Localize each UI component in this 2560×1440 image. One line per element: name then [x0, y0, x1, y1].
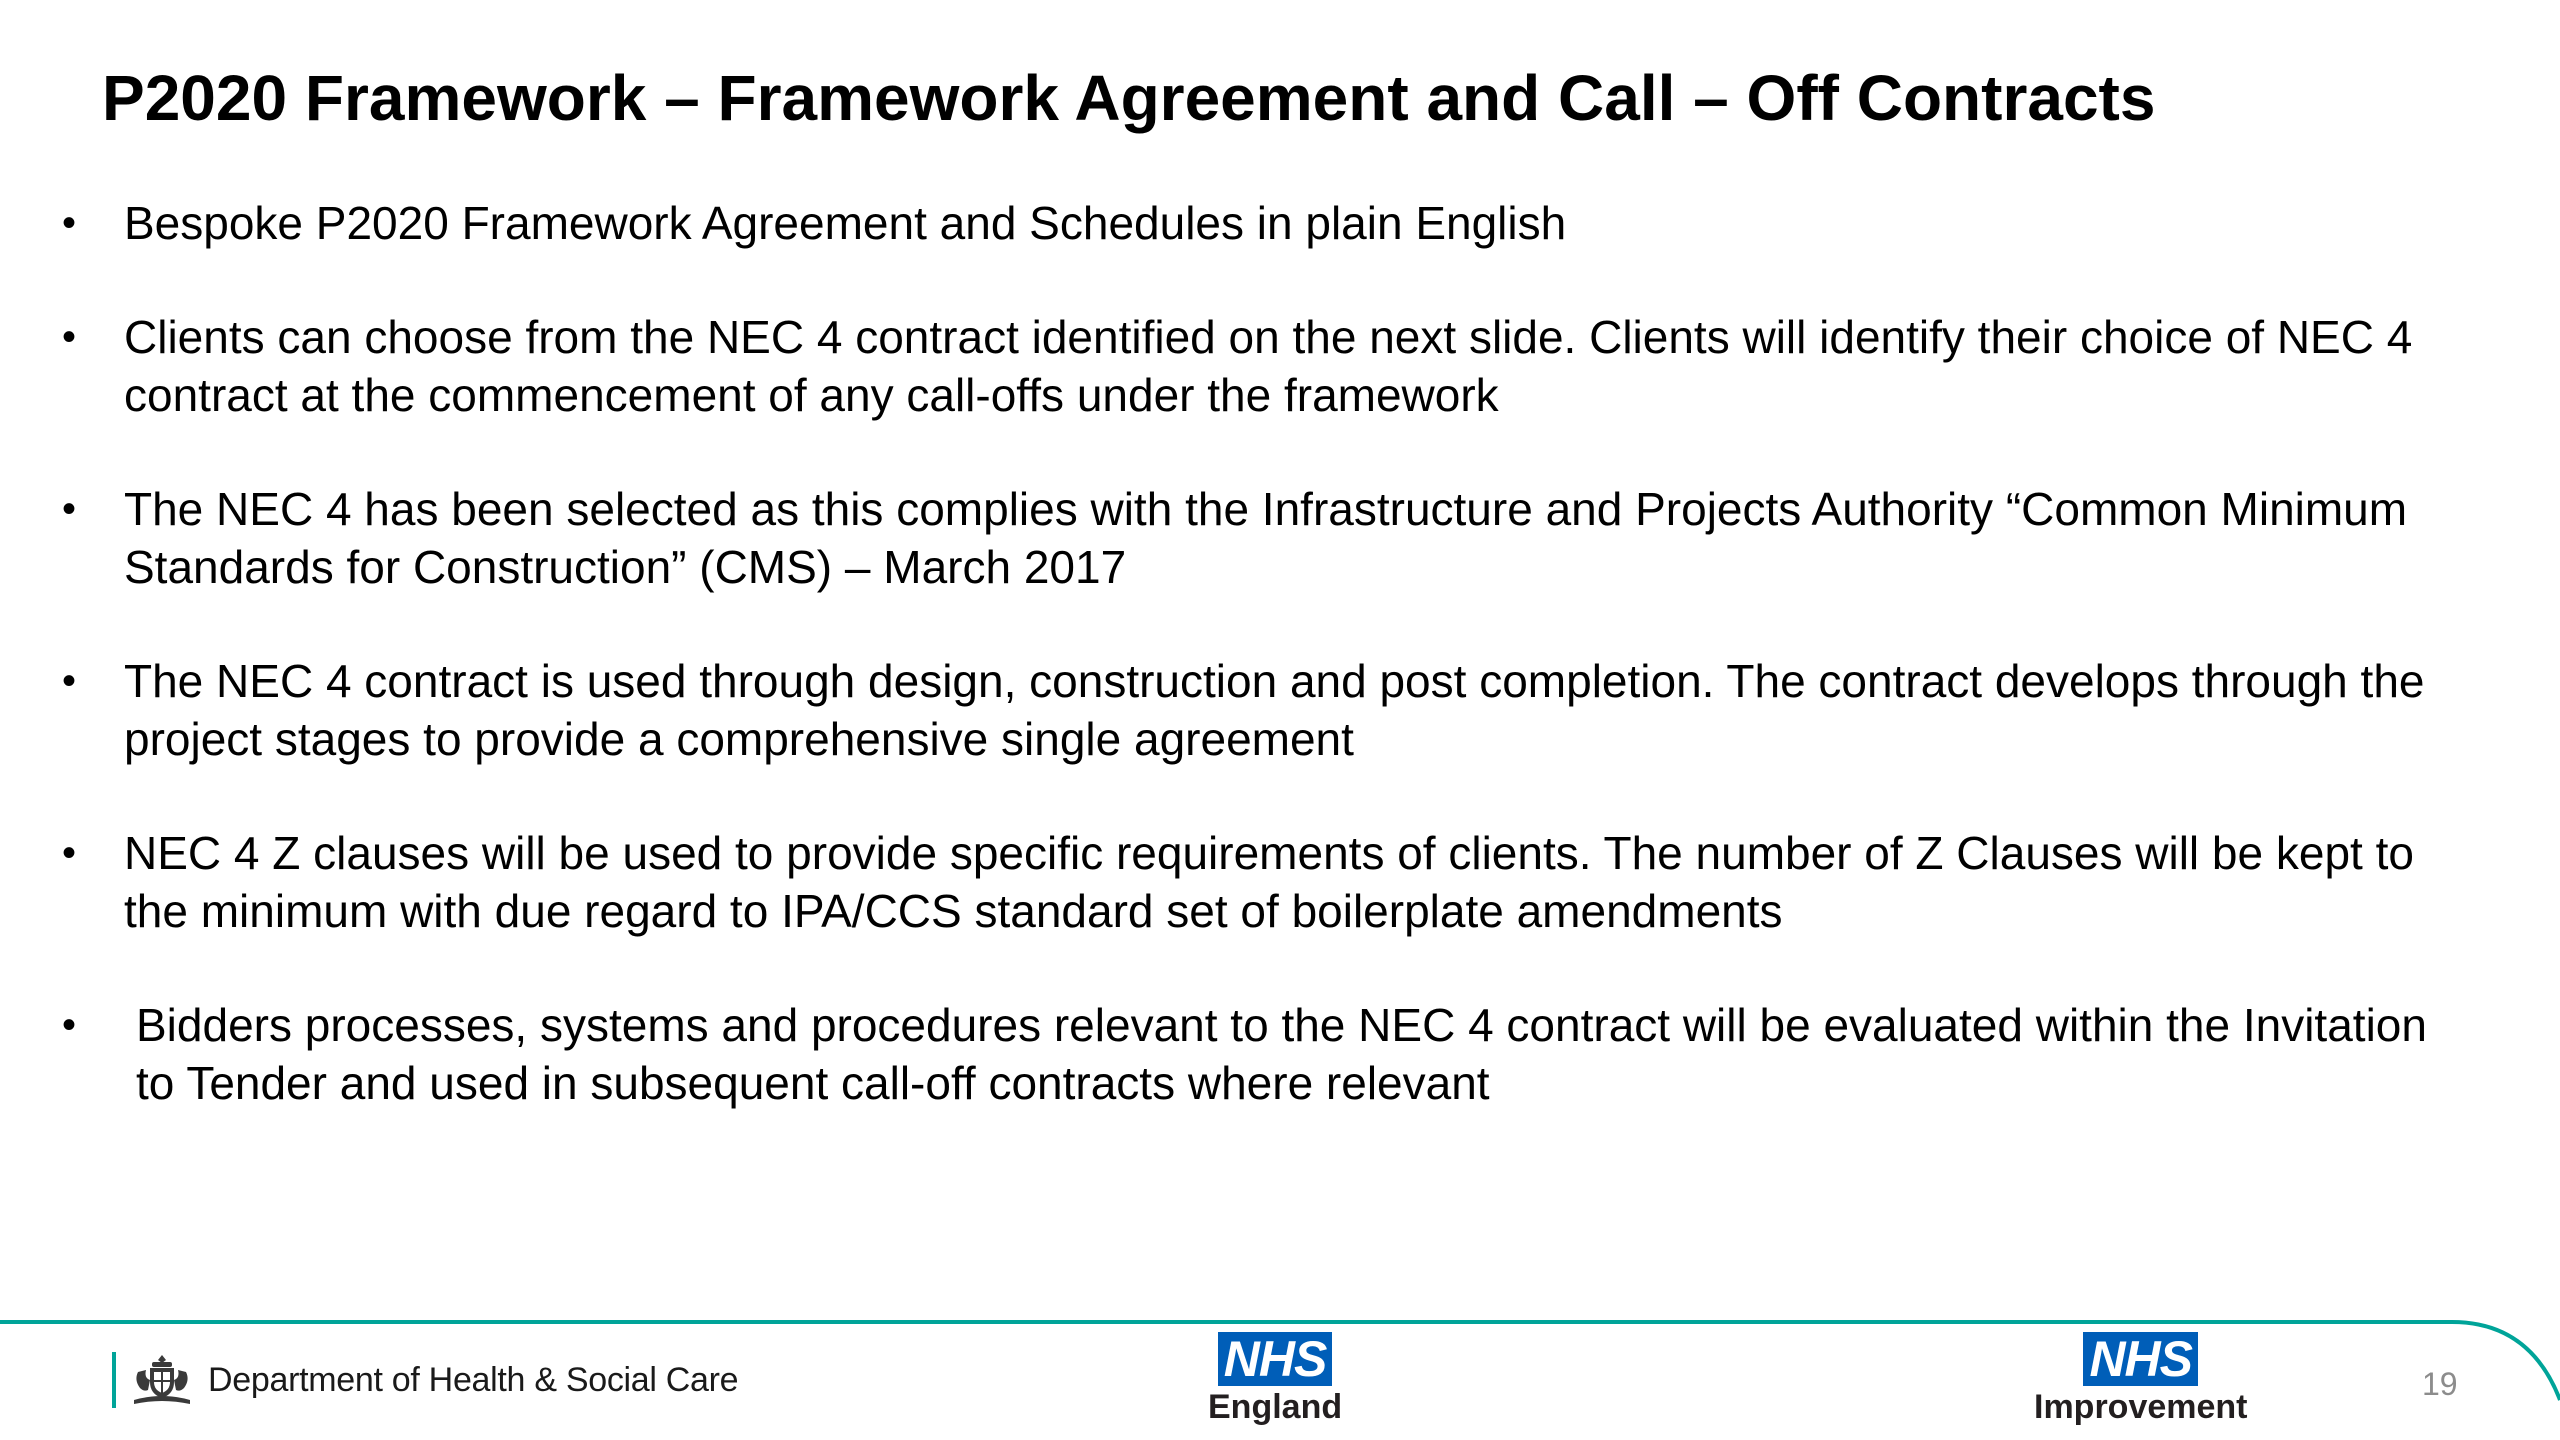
bullet-text: Bespoke P2020 Framework Agreement and Schedules in plain English — [124, 197, 1567, 249]
bullet-text: NEC 4 Z clauses will be used to provide specific requirements of clients. The number of Z Clauses will be kept to the minimum with due regard to IPA/CCS standard set of boilerplate amendments — [124, 827, 2414, 937]
dhsc-name: Department of Health & Social Care — [208, 1360, 739, 1399]
slide-title: P2020 Framework – Framework Agreement and Call – Off Contracts — [102, 62, 2156, 134]
bullet-item — [62, 308, 2442, 424]
bullet-item — [62, 480, 2442, 596]
nhs-mark: NHS — [1218, 1332, 1333, 1386]
bullet-list — [62, 194, 2442, 1168]
bullet-icon: • — [62, 659, 77, 703]
bullet-text: The NEC 4 has been selected as this complies with the Infrastructure and Projects Authority “Common Minimum Standards for Construction” (CMS) – March 2017 — [124, 483, 2408, 593]
bullet-item — [62, 824, 2442, 940]
bullet-icon: • — [62, 831, 77, 875]
nhs-england-logo — [1208, 1332, 1342, 1428]
bullet-icon: • — [62, 201, 77, 245]
dhsc-accent-bar — [112, 1352, 116, 1408]
bullet-text: The NEC 4 contract is used through design, construction and post completion. The contract develops through the project stages to provide a comprehensive single agreement — [124, 655, 2425, 765]
bullet-icon: • — [62, 487, 77, 531]
bullet-item — [62, 996, 2442, 1112]
nhs-improvement-name: Improvement — [2034, 1388, 2248, 1426]
dhsc-logo — [112, 1352, 738, 1408]
bullet-text: Bidders processes, systems and procedures relevant to the NEC 4 contract will be evaluated within the Invitation to Tender and used in subsequent call-off contracts where relevant — [136, 999, 2427, 1109]
bullet-icon: • — [62, 315, 77, 359]
nhs-england-name: England — [1208, 1388, 1343, 1426]
nhs-mark: NHS — [2083, 1332, 2198, 1386]
nhs-improvement-logo — [2034, 1332, 2248, 1428]
bullet-item — [62, 652, 2442, 768]
royal-crest-icon — [130, 1352, 194, 1408]
bullet-item — [62, 194, 2442, 252]
page-number: 19 — [2422, 1366, 2458, 1402]
bullet-icon: • — [62, 1003, 77, 1047]
bullet-text: Clients can choose from the NEC 4 contract identified on the next slide. Clients will identify their choice of NEC 4 contract at the commencement of any call-offs under the framework — [124, 311, 2413, 421]
